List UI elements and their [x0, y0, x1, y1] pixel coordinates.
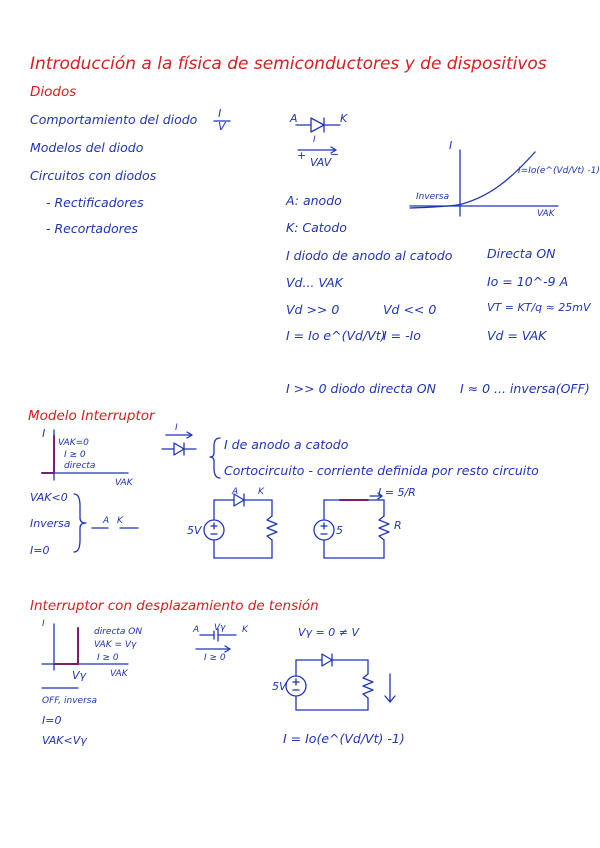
vav-minus: −	[330, 148, 340, 161]
graph3-i-label: I	[42, 619, 45, 629]
offset-sym-a: A	[193, 625, 200, 635]
graph3-vak-lt: VAK<Vγ	[42, 734, 87, 747]
vd-equals-vak: Vd = VAK	[487, 328, 547, 343]
graph2-directa: directa	[64, 461, 96, 471]
graph1-i-label: I	[449, 139, 453, 152]
open-switch-symbol	[92, 524, 142, 532]
off-condition: I ≈ 0 ... inversa(OFF)	[460, 381, 590, 396]
diodos-heading: Diodos	[30, 84, 77, 100]
switch-brace	[208, 436, 222, 480]
graph3-i-ge0: I ≥ 0	[97, 653, 119, 663]
iv-fraction-top: I	[218, 107, 222, 120]
graph2-i-ge0: I ≥ 0	[64, 450, 86, 460]
circuit2-schematic	[310, 492, 400, 564]
vy-not-equal: Vγ = 0 ≠ V	[298, 626, 359, 639]
iv-fraction-bottom: V	[218, 120, 226, 133]
diode-anode-label: A	[290, 112, 298, 125]
i-anodo-catodo: I de anodo a catodo	[224, 437, 349, 452]
circuit1-schematic	[200, 492, 285, 564]
graph3-vy: Vγ	[72, 669, 87, 682]
final-equation: I = Io(e^(Vd/Vt) -1)	[283, 731, 405, 746]
offset-sym-i: I ≥ 0	[204, 653, 226, 663]
anodo-def: A: anodo	[286, 193, 342, 208]
open-switch-k: K	[117, 516, 123, 526]
vd-positive: Vd >> 0	[286, 302, 340, 317]
circuit3-schematic	[282, 648, 402, 716]
diode-symbol	[296, 116, 346, 136]
offset-switch-symbol	[190, 625, 250, 654]
page-title: Introducción a la física de semiconductores y de dispositivos	[30, 54, 547, 74]
item-circuitos: Circuitos con diodos	[30, 168, 157, 183]
diode-cathode-label: K	[340, 112, 348, 125]
circuit1-a: A	[232, 487, 239, 497]
current-arrow-label: I	[313, 135, 316, 145]
vak-less-zero: VAK<0	[30, 491, 68, 504]
vd-vak: Vd... VAK	[286, 275, 343, 290]
vav-plus: +	[297, 149, 307, 162]
i-exponential: I = Io e^(Vd/Vt)	[286, 328, 386, 343]
inversa-label: Inversa	[30, 517, 71, 530]
graph3-vak-vy: VAK = Vγ	[94, 640, 137, 650]
vd-negative: Vd << 0	[383, 302, 437, 317]
item-modelos: Modelos del diodo	[30, 140, 144, 155]
graph2-i-label: I	[42, 427, 46, 440]
desplazamiento-heading: Interruptor con desplazamiento de tensión	[30, 598, 319, 614]
graph3-off-range	[40, 684, 82, 692]
graph2-vak: VAK	[115, 478, 133, 488]
graph1-vak: VAK	[537, 209, 555, 219]
graph3-i0: I=0	[42, 714, 62, 727]
graph3-vak: VAK	[110, 669, 128, 679]
circuit2-source: 5	[336, 524, 343, 537]
vav-label: VAV	[310, 156, 332, 169]
graph1-equation: I=Io(e^(Vd/Vt) -1)	[518, 166, 600, 176]
item-comportamiento: Comportamiento del diodo	[30, 112, 198, 127]
circuit3-source: 5V	[272, 680, 287, 693]
open-switch-a: A	[103, 516, 110, 526]
circuit1-source: 5V	[187, 524, 202, 537]
circuit1-k: K	[258, 487, 264, 497]
circuit2-current: I = 5/R	[378, 486, 416, 499]
graph1-inversa: Inversa	[416, 192, 450, 202]
cortocircuito: Cortocircuito - corriente definida por resto circuito	[224, 463, 539, 478]
io-value: Io = 10^-9 A	[487, 274, 569, 289]
switch-diode-symbol	[160, 432, 200, 460]
catodo-def: K: Catodo	[286, 220, 347, 235]
offset-sym-vy: Vγ	[214, 623, 226, 633]
directa-on: Directa ON	[487, 246, 556, 261]
graph3-off-inversa: OFF, inversa	[42, 696, 97, 706]
on-condition: I >> 0 diodo directa ON	[286, 381, 436, 396]
i-direction: I diodo de anodo al catodo	[286, 248, 453, 263]
circuit2-resistor: R	[394, 519, 402, 532]
subitem-rectificadores: - Rectificadores	[46, 195, 144, 210]
graph2-vak0: VAK=0	[58, 438, 89, 448]
interruptor-brace	[72, 492, 88, 554]
offset-sym-k: K	[242, 625, 248, 635]
i-zero: I=0	[30, 544, 50, 557]
i-reverse: I = -Io	[383, 328, 421, 343]
subitem-recortadores: - Recortadores	[46, 221, 139, 236]
interruptor-heading: Modelo Interruptor	[28, 408, 155, 424]
switch-sym-i: I	[175, 423, 178, 433]
graph3-directa: directa ON	[94, 627, 143, 637]
vt-equation: VT = KT/q ≈ 25mV	[487, 301, 591, 314]
